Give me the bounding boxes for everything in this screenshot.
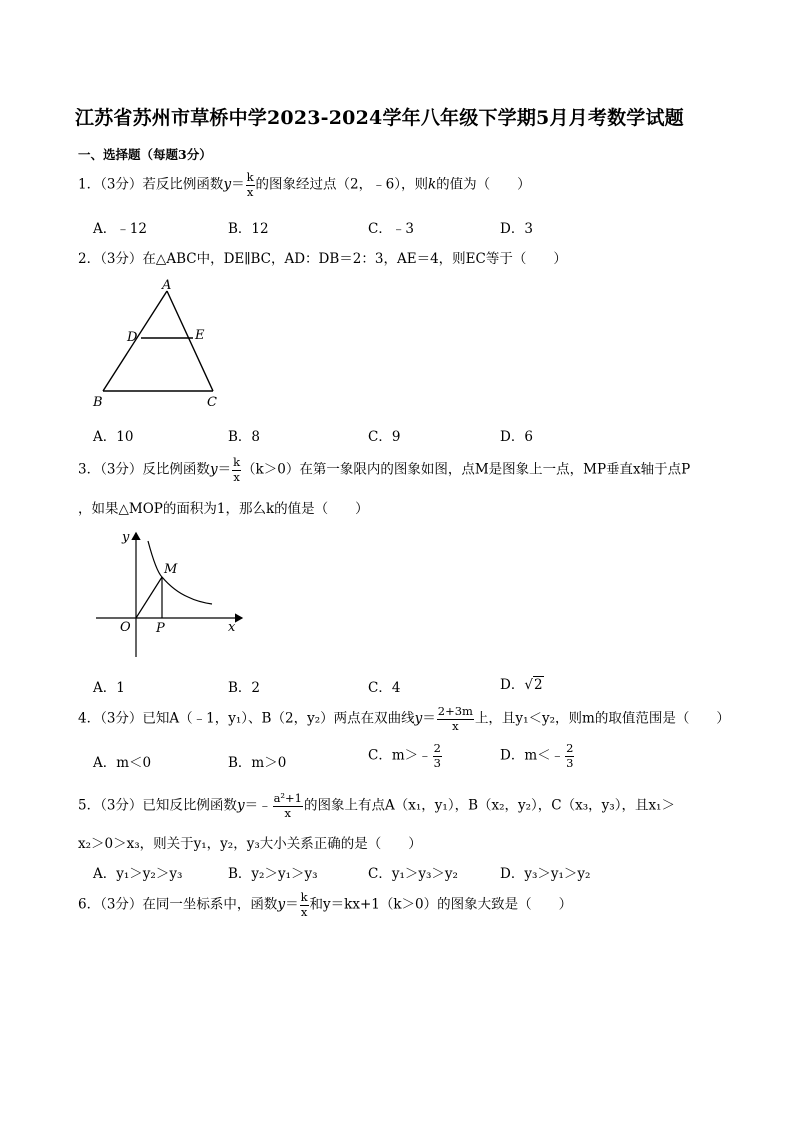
q3-fraction	[232, 457, 241, 483]
label-a: A	[162, 278, 172, 293]
q1-frac-den: x	[246, 184, 254, 199]
q5-eq: ＝﹣	[244, 797, 272, 814]
q5-option-a[interactable]: A．y₁＞y₂＞y₃	[93, 866, 183, 882]
section-heading: 一、选择题（每题3分）	[78, 147, 212, 162]
q4-frac-den: x	[452, 718, 459, 733]
q5-number: 5．	[78, 797, 101, 814]
q2-option-a[interactable]: A．10	[93, 429, 134, 445]
q1-option-a[interactable]: A．﹣12	[93, 221, 147, 237]
question-3-line-2: ，如果△MOP的面积为1，那么k的值是（ ）	[78, 501, 369, 517]
hyperbola-curve	[148, 541, 212, 604]
q5-y: y	[236, 797, 245, 814]
q4-y: y	[414, 710, 423, 727]
q1-stem-b: 的图象经过点（2，﹣6），则	[255, 176, 428, 193]
q3-eq: ＝	[217, 461, 232, 478]
q4-eq: ＝	[422, 710, 436, 727]
q1-k: k	[427, 176, 437, 193]
question-4	[78, 706, 730, 732]
question-3	[78, 457, 690, 483]
q4-option-a[interactable]: A．m＜0	[93, 755, 152, 771]
q4-c-frac-den: 3	[433, 755, 441, 770]
q5-option-d[interactable]: D．y₃＞y₁＞y₂	[500, 866, 591, 882]
q6-frac-num: k	[300, 890, 308, 904]
question-1	[78, 172, 531, 198]
q3-option-d-label: D．	[500, 677, 525, 693]
label-c: C	[207, 395, 217, 410]
q4-c-frac-num: 2	[433, 741, 441, 755]
question-5	[78, 793, 675, 819]
q2-number: 2．	[78, 251, 101, 267]
q1-y: y	[223, 176, 232, 193]
q4-fraction	[437, 706, 474, 732]
label-b: B	[93, 395, 103, 410]
q5-stem-a: （3分）已知反比例函数	[100, 797, 237, 814]
graph-label-y: y	[122, 530, 130, 545]
triangle-figure	[85, 275, 235, 415]
q2-stem: （3分）在△ABC中，DE∥BC，AD：DB＝2：3，AE＝4，则EC等于（ ）	[100, 251, 567, 267]
q2-option-d[interactable]: D．6	[500, 429, 533, 445]
q4-option-b[interactable]: B．m＞0	[228, 755, 287, 771]
q4-option-d-label: D．m＜﹣	[500, 747, 565, 764]
q4-option-c-label: C．m＞﹣	[368, 747, 432, 764]
page-title: 江苏省苏州市草桥中学2023-2024学年八年级下学期5月月考数学试题	[75, 107, 684, 129]
q4-d-frac-num: 2	[566, 741, 574, 755]
q1-eq: ＝	[231, 176, 245, 193]
q4-d-frac-den: 3	[566, 755, 574, 770]
q3-frac-den: x	[233, 469, 240, 484]
q4-option-c[interactable]	[368, 743, 443, 769]
q5-option-c[interactable]: C．y₁＞y₃＞y₂	[368, 866, 458, 882]
q1-option-b[interactable]: B．12	[228, 221, 269, 237]
q3-option-a[interactable]: A．1	[93, 680, 125, 696]
q3-option-b[interactable]: B．2	[228, 680, 261, 696]
graph-label-m: M	[164, 562, 178, 577]
q5-frac-den: x	[284, 805, 292, 820]
q6-fraction	[300, 892, 309, 918]
q3-stem-a: （3分）反比例函数	[100, 461, 210, 478]
hyperbola-graph	[90, 525, 250, 665]
q1-stem-a: （3分）若反比例函数	[100, 176, 224, 193]
question-5-line-2: x₂＞0＞x₃，则关于y₁，y₂，y₃大小关系正确的是（ ）	[78, 836, 422, 852]
q1-option-c[interactable]: C．﹣3	[368, 221, 414, 237]
q4-frac-num: 2+3m	[437, 704, 473, 718]
label-e: E	[195, 328, 205, 343]
q5-frac-num: a²+1	[273, 791, 302, 805]
q4-option-d-fraction	[565, 743, 574, 769]
segment-om	[136, 577, 162, 618]
q3-number: 3．	[78, 461, 101, 478]
q1-stem-c: 的值为（ ）	[436, 176, 531, 193]
q6-stem-a: （3分）在同一坐标系中，函数	[100, 896, 278, 913]
q1-number: 1．	[78, 176, 101, 193]
q3-option-d[interactable]	[500, 673, 544, 693]
q4-option-d[interactable]	[500, 743, 575, 769]
q6-stem-b: 和y＝kx+1（k＞0）的图象大致是（ ）	[309, 896, 573, 913]
q1-frac-num: k	[246, 170, 254, 184]
graph-label-x: x	[228, 620, 236, 635]
q5-option-b[interactable]: B．y₂＞y₁＞y₃	[228, 866, 318, 882]
q2-option-c[interactable]: C．9	[368, 429, 401, 445]
q4-option-c-fraction	[433, 743, 442, 769]
question-2	[78, 247, 567, 267]
q1-option-d[interactable]: D．3	[500, 221, 533, 237]
q1-fraction	[246, 172, 255, 198]
q6-number: 6．	[78, 896, 101, 913]
q2-option-b[interactable]: B．8	[228, 429, 261, 445]
sqrt-symbol: √2	[524, 677, 543, 693]
q3-frac-num: k	[233, 455, 241, 469]
q5-fraction	[273, 793, 303, 819]
q6-eq: ＝	[285, 896, 299, 913]
q4-number: 4．	[78, 710, 101, 727]
q3-y: y	[209, 461, 218, 478]
q3-stem-b: （k＞0）在第一象限内的图象如图，点M是图象上一点，MP垂直x轴于点P	[242, 461, 691, 478]
graph-label-p: P	[156, 621, 165, 636]
q3-option-c[interactable]: C．4	[368, 680, 401, 696]
q4-stem-b: 上，且y₁＜y₂，则m的取值范围是（ ）	[474, 710, 730, 727]
side-ac	[167, 291, 213, 391]
q6-frac-den: x	[300, 904, 308, 919]
graph-label-o: O	[120, 620, 131, 635]
q5-stem-b: 的图象上有点A（x₁，y₁），B（x₂，y₂），C（x₃，y₃），且x₁＞	[304, 797, 675, 814]
label-d: D	[127, 330, 138, 345]
q6-y: y	[277, 896, 286, 913]
q4-stem-a: （3分）已知A（﹣1，y₁）、B（2，y₂）两点在双曲线	[100, 710, 415, 727]
sqrt-radicand: 2	[533, 677, 543, 693]
question-6	[78, 892, 572, 918]
